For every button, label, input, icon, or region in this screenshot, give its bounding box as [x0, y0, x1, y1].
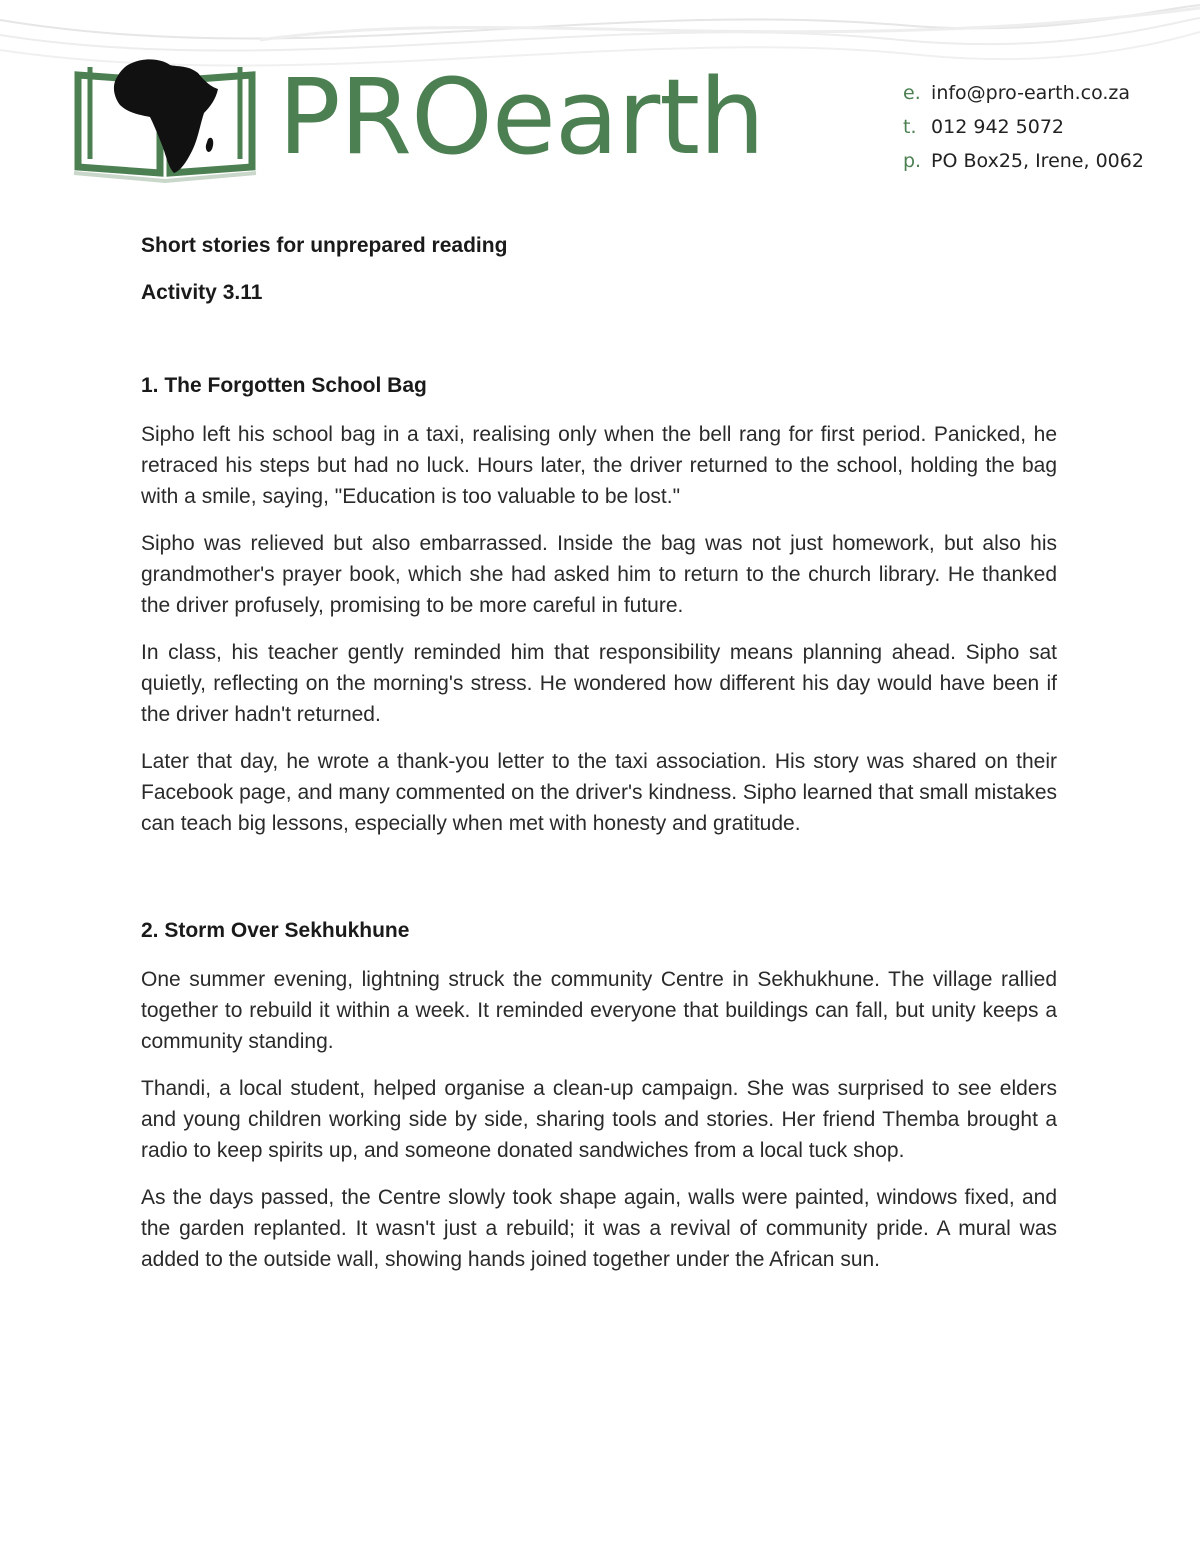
story-2: [141, 917, 1057, 1275]
story-1: [141, 372, 1057, 839]
document-body: [141, 232, 1057, 1291]
contact-email: [903, 76, 1144, 110]
story-paragraph: Sipho was relieved but also embarrassed. Inside the bag was not just homework, but also his grandmother's prayer book, which she had asked him to return to the church library. He thanked the driver profusely, promising to be more careful in future.: [141, 532, 1057, 617]
africa-book-logo-icon: [70, 55, 260, 185]
brand-name: PROearth: [278, 56, 764, 178]
contact-email-prefix: e.: [903, 82, 921, 104]
contact-phone-prefix: t.: [903, 116, 917, 138]
story-paragraph: In class, his teacher gently reminded him that responsibility means planning ahead. Sipho sat quietly, reflecting on the morning's stress. He wondered how different his day would have been if the driver hadn't returned.: [141, 641, 1057, 726]
contact-email-value: info@pro-earth.co.za: [931, 82, 1131, 104]
story-title: 1. The Forgotten School Bag: [141, 374, 427, 397]
story-title: 2. Storm Over Sekhukhune: [141, 919, 410, 942]
contact-phone: [903, 110, 1144, 144]
story-paragraph: Sipho left his school bag in a taxi, realising only when the bell rang for first period. Panicked, he retraced his steps but had no luck. Hours later, the driver returned to the school, holding the bag with a smile, saying, "Education is too valuable to be lost.": [141, 423, 1057, 508]
document-title: Short stories for unprepared reading: [141, 234, 508, 257]
activity-heading: Activity 3.11: [141, 281, 263, 304]
contact-postal-prefix: p.: [903, 150, 922, 172]
story-paragraph: As the days passed, the Centre slowly took shape again, walls were painted, windows fixed, and the garden replanted. It wasn't just a rebuild; it was a revival of community pride. A mural was added to the outside wall, showing hands joined together under the African sun.: [141, 1186, 1057, 1271]
contact-phone-value: 012 942 5072: [931, 116, 1065, 138]
story-paragraph: Thandi, a local student, helped organise a clean-up campaign. She was surprised to see elders and young children working side by side, sharing tools and stories. Her friend Themba brought a radio to keep spirits up, and someone donated sandwiches from a local tuck shop.: [141, 1077, 1057, 1162]
contact-postal: [903, 144, 1144, 178]
contact-postal-value: PO Box25, Irene, 0062: [931, 150, 1144, 172]
story-paragraph: One summer evening, lightning struck the community Centre in Sekhukhune. The village rallied together to rebuild it within a week. It reminded everyone that buildings can fall, but unity keeps a community standing.: [141, 968, 1057, 1053]
contact-block: [903, 76, 1144, 178]
story-paragraph: Later that day, he wrote a thank-you letter to the taxi association. His story was shared on their Facebook page, and many commented on the driver's kindness. Sipho learned that small mistakes can teach big lessons, especially when met with honesty and gratitude.: [141, 750, 1057, 835]
section-spacer: [141, 855, 1057, 917]
